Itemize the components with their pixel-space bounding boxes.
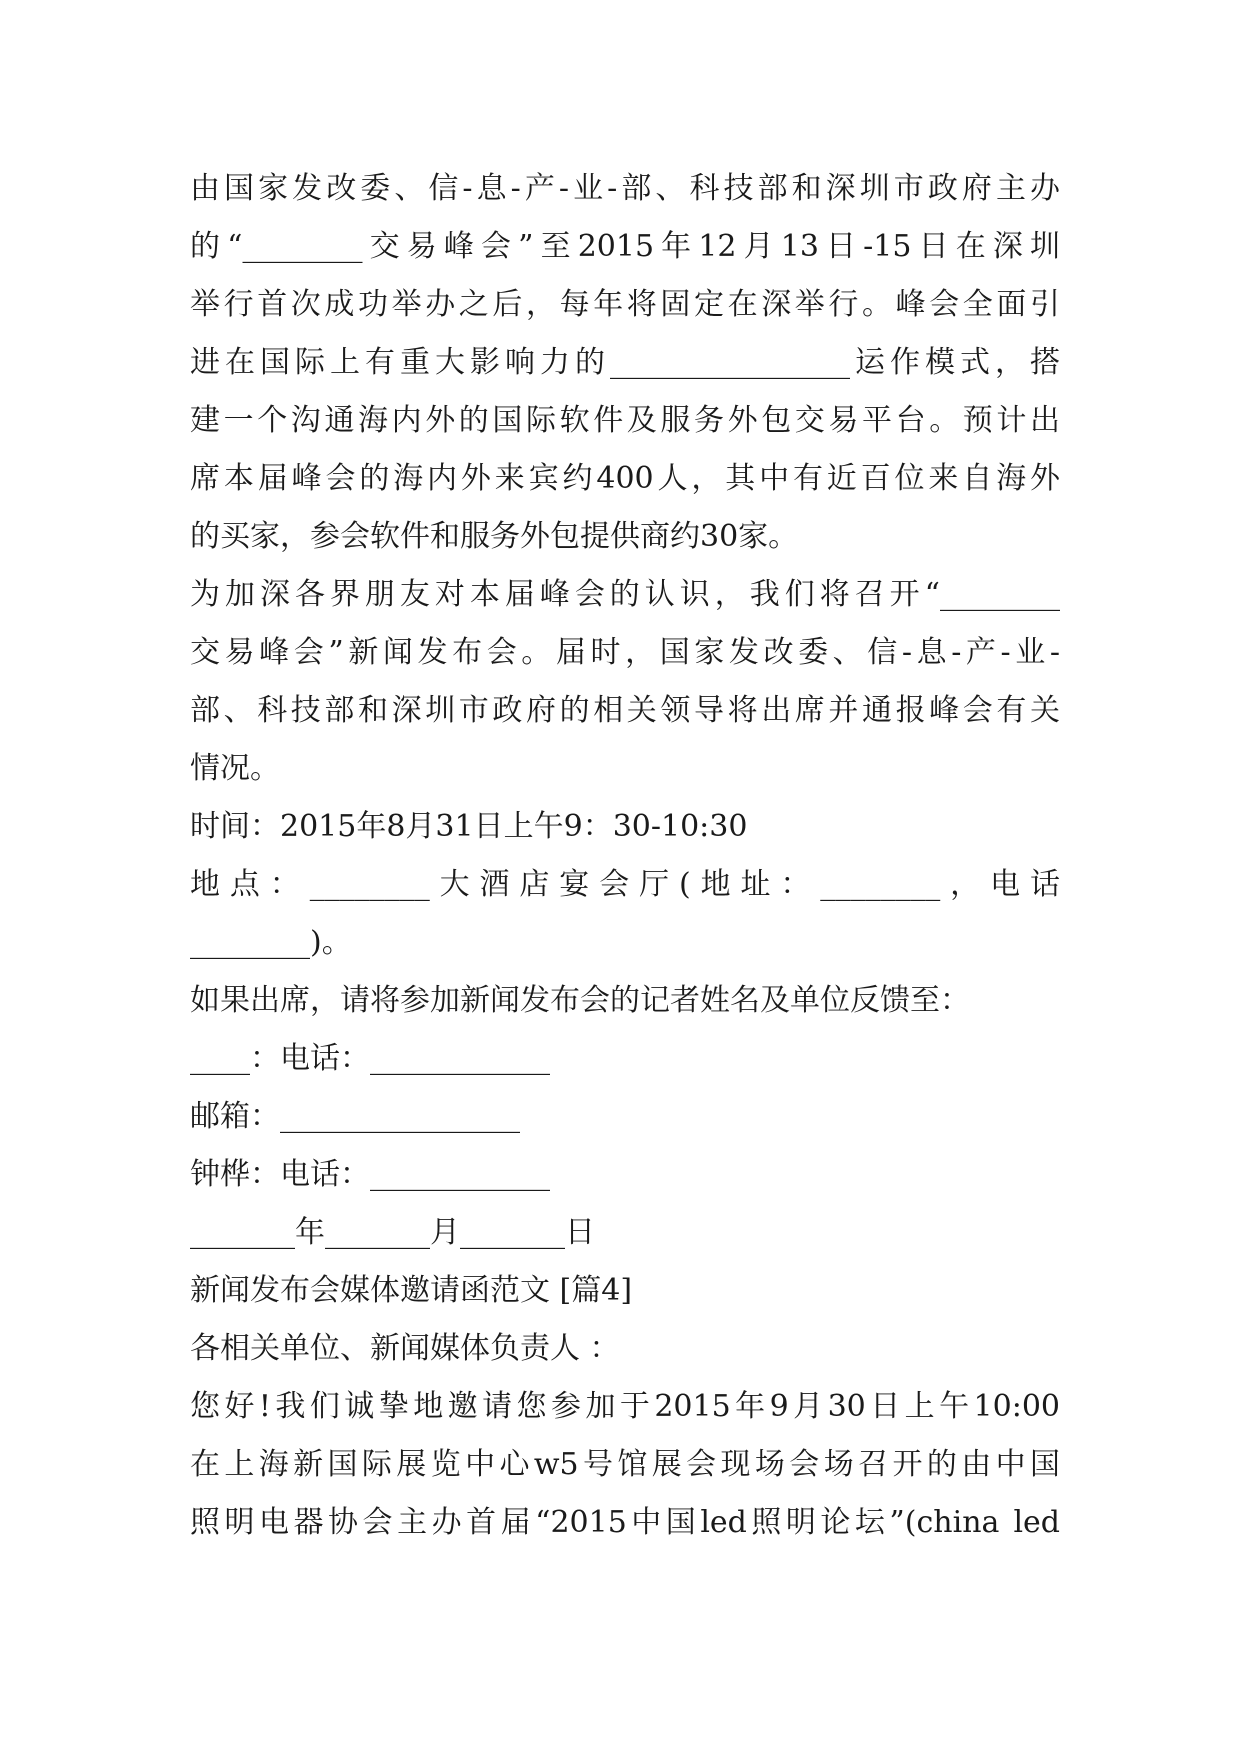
email-line: 邮箱：________________	[190, 1099, 520, 1134]
location-line: 地点：________大酒店宴会厅(地址：________，电话	[190, 867, 1060, 902]
text-line: 在上海新国际展览中心w5号馆展会现场会场召开的由中国	[190, 1447, 1060, 1482]
text-line: 情况。	[190, 751, 280, 786]
text-line: 如果出席，请将参加新闻发布会的记者姓名及单位反馈至：	[190, 983, 970, 1018]
section-heading: 新闻发布会媒体邀请函范文 [篇4]	[190, 1273, 633, 1308]
text-line: 的“________交易峰会”至2015年12月13日-15日在深圳	[190, 229, 1060, 264]
contact-line: 钟桦：电话：____________	[190, 1157, 550, 1192]
salutation: 各相关单位、新闻媒体负责人 ：	[190, 1331, 620, 1366]
time-line: 时间：2015年8月31日上午9：30-10:30	[190, 809, 748, 844]
phone-line: ________)。	[190, 925, 352, 960]
text-line: 交易峰会”新闻发布会。届时，国家发改委、信-息-产-业-	[190, 635, 1060, 670]
text-line: 的买家，参会软件和服务外包提供商约30家。	[190, 519, 799, 554]
text-line: 为加深各界朋友对本届峰会的认识，我们将召开“________	[190, 577, 1060, 612]
text-line: 照明电器协会主办首届“2015中国led照明论坛”(china led	[190, 1505, 1060, 1540]
text-line: 举行首次成功举办之后，每年将固定在深举行。峰会全面引	[190, 287, 1060, 322]
contact-line: ____：电话：____________	[190, 1041, 550, 1076]
document-body	[190, 160, 1060, 1552]
text-line: 建一个沟通海内外的国际软件及服务外包交易平台。预计出	[190, 403, 1060, 438]
text-line: 由国家发改委、信-息-产-业-部、科技部和深圳市政府主办	[190, 171, 1060, 206]
text-line: 您好!我们诚挚地邀请您参加于2015年9月30日上午10:00	[190, 1389, 1060, 1424]
text-line: 进在国际上有重大影响力的________________运作模式，搭	[190, 345, 1060, 380]
date-line: _______年_______月_______日	[190, 1215, 595, 1250]
text-line: 部、科技部和深圳市政府的相关领导将出席并通报峰会有关	[190, 693, 1060, 728]
text-line: 席本届峰会的海内外来宾约400人，其中有近百位来自海外	[190, 461, 1060, 496]
